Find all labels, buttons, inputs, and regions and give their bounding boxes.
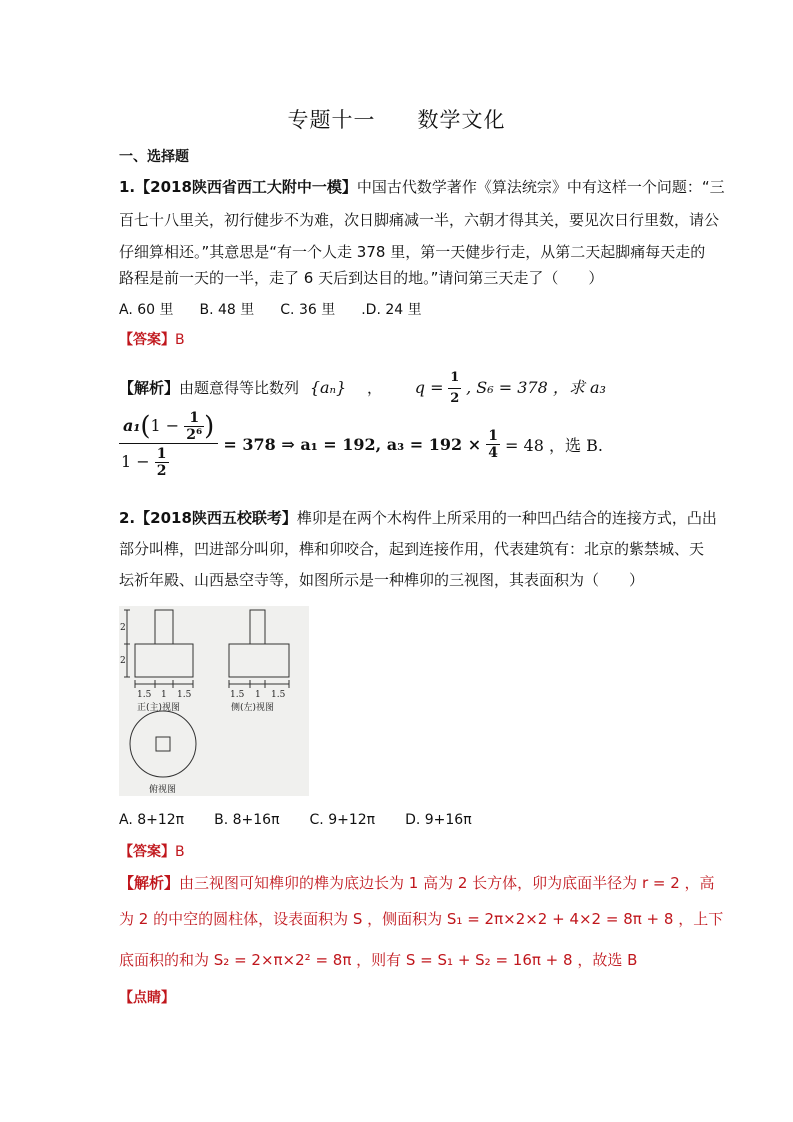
q2-option-d: D. 9+16π	[405, 812, 472, 828]
q1-line-4: 路程是前一天的一半，走了 6 天后到达目的地。”请问第三天走了（ ）	[119, 269, 604, 287]
title-part2: 数学文化	[417, 108, 506, 132]
page-title	[0, 104, 793, 134]
q1-equation-fraction: a₁(1 − $\frac{1}{\text{2⁶}}$ ) 1 − $\frac{1}{2}$	[119, 410, 218, 479]
q2-analysis-1: 【解析】由三视图可知榫卯的榫为底边长为 1 高为 2 长方体，卯为底面半径为 r = 2 ，高	[119, 874, 715, 892]
q1-analysis-1: 【解析】由题意得等比数列 {aₙ} ， q = $\frac{1}{2}$ , S₆ = 378 ，求 a₃	[119, 368, 606, 409]
q1-options	[119, 300, 448, 320]
q2-line-3: 坛祈年殿、山西悬空寺等，如图所示是一种榫卯的三视图，其表面积为（ ）	[119, 571, 645, 589]
dim-side-1: 1.5	[230, 690, 245, 700]
q2-pointer-label: 【点睛】	[119, 990, 175, 1006]
q2-option-b: B. 8+16π	[214, 812, 280, 828]
q1-option-b: B. 48 里	[199, 302, 255, 318]
q2-analysis-2: 为 2 的中空的圆柱体，设表面积为 S ，侧面积为 S₁ = 2π×2×2 + 4×2 = 8π + 8 ，上下	[119, 910, 724, 928]
side-base-rect	[229, 644, 289, 677]
top-view-circle	[130, 711, 196, 777]
q2-line-1: 2.【2018陕西五校联考】榫卯是在两个木构件上所采用的一种凹凸结合的连接方式，凸出	[119, 509, 717, 527]
q1-equation: a₁(1 − $\frac{1}{\text{2⁶}}$ ) 1 − $\frac{1}{2}$ = 378 ⇒ a₁ = 192, a₃ = 192 × $\frac{1}{4}$ = 48 ，选 B.	[121, 410, 603, 479]
q1-answer: 【答案】B	[119, 332, 185, 348]
q1-line-1: 1.【2018陕西省西工大附中一模】中国古代数学著作《算法统宗》中有这样一个问题：“三	[119, 178, 725, 196]
q1-q-fraction: $\frac{1}{2}$	[450, 370, 460, 406]
dim-side-2: 1	[255, 690, 261, 700]
q2-line-2: 部分叫榫，凹进部分叫卯，榫和卯咬合，起到连接作用，代表建筑有：北京的紫禁城、天	[119, 540, 705, 558]
dim-front-top: 2	[120, 623, 126, 633]
front-view-label: 正(主)视图	[137, 703, 181, 713]
top-view-square	[156, 737, 170, 751]
dim-side-3: 1.5	[271, 690, 286, 700]
dim-front-1: 1.5	[137, 690, 152, 700]
q1-option-a: A. 60 里	[119, 302, 174, 318]
dim-front-bottom: 2	[120, 656, 126, 666]
q2-tag: 【2018陕西五校联考】	[135, 509, 297, 527]
q1-option-c: C. 36 里	[280, 302, 336, 318]
q2-answer: 【答案】B	[119, 844, 185, 860]
q1-tag: 【2018陕西省西工大附中一模】	[135, 178, 357, 196]
three-view-drawing	[119, 606, 309, 796]
three-view-figure	[119, 606, 309, 796]
q1-line-3: 仔细算相还。”其意思是“有一个人走 378 里，第一天健步行走，从第二天起脚痛每天走的	[119, 243, 706, 261]
dim-front-3: 1.5	[177, 690, 192, 700]
q1-option-d: .D. 24 里	[361, 302, 422, 318]
side-view-label: 侧(左)视图	[231, 703, 275, 713]
q1-line-2: 百七十八里关，初行健步不为难，次日脚痛减一半，六朝才得其关，要见次日行里数，请公	[119, 211, 720, 229]
q2-analysis-3: 底面积的和为 S₂ = 2×π×2² = 8π ，则有 S = S₁ + S₂ = 16π + 8 ，故选 B	[119, 951, 638, 969]
section-label: 一、选择题	[119, 149, 189, 165]
front-base-rect	[135, 644, 193, 677]
q2-option-c: C. 9+12π	[309, 812, 376, 828]
side-tenon-rect	[250, 610, 265, 644]
dim-front-2: 1	[161, 690, 167, 700]
title-part1: 专题十一	[287, 108, 376, 132]
q2-options	[119, 810, 498, 830]
top-view-label: 俯视图	[149, 785, 177, 795]
front-tenon-rect	[155, 610, 173, 644]
q2-option-a: A. 8+12π	[119, 812, 185, 828]
